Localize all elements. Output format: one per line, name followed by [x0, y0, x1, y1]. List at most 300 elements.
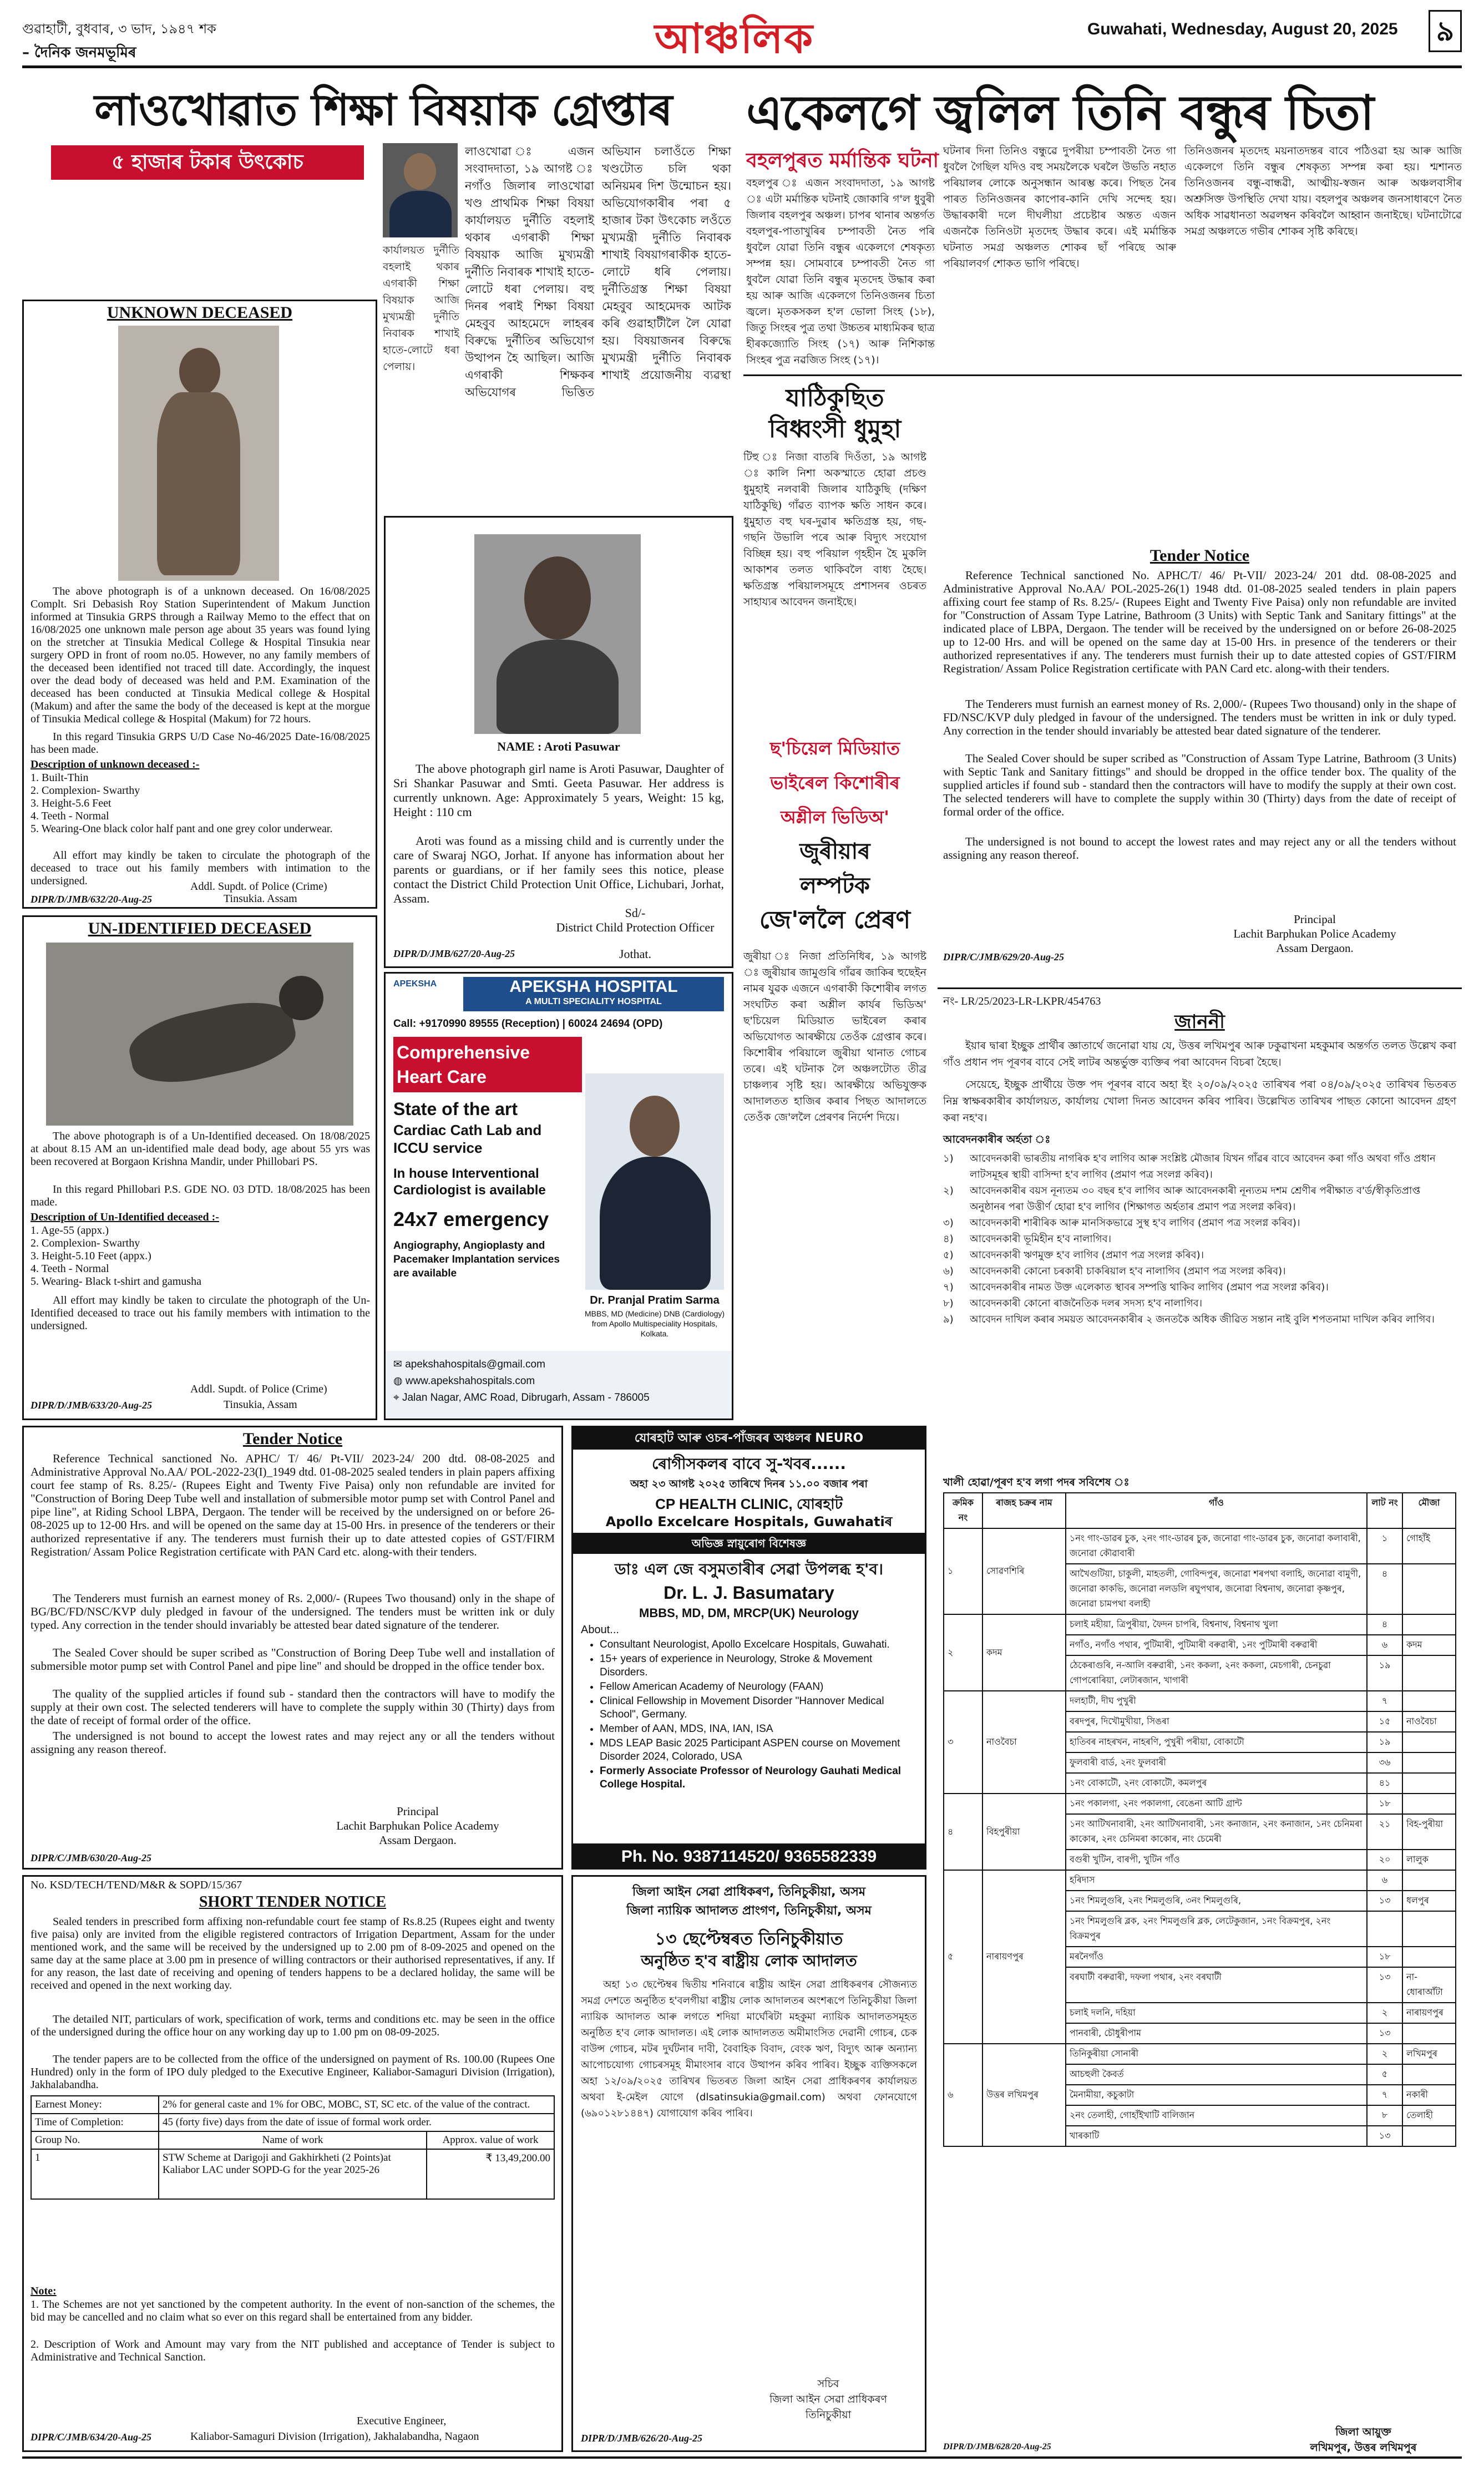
story4-body: জুৰীয়া ঃ নিজা প্ৰতিনিধিৰ, ১৯ আগষ্ট ঃ জুৰীয়াৰ জামুগুৰি গাঁৱৰ জাকিৰ হুছেইন নামৰ যুৱক এজনে এগৰাকী কিশোৰীৰ লগত সংঘটিত কৰা অশ্লীল কাৰ্যৰ ভিডিঅ' ছ'চিয়েল মিডিয়াত ভাইৰেল কৰাৰ অভিযোগত আৰক্ষীয়ে তেওঁক গ্ৰেপ্তাৰ কৰে। কিশোৰীৰ পৰিয়ালে জুৰীয়া থানাত গোচৰ তৰে। এই ঘটনাক লৈ অঞ্চলটোত তীব্ৰ চাঞ্চল্যৰ সৃষ্টি হয়। আৰক্ষীয়ে অভিযুক্তক আদালতত হাজিৰ কৰাৰ পিছত আদালতে তেওঁক জে'ললৈ প্ৰেৰণৰ নিৰ্দেশ দিয়ে। — [743, 950, 926, 1123]
notice-sign3: Jothat. — [619, 947, 652, 961]
ad-heading-2: State of the art — [393, 1099, 518, 1119]
cell-lat: ৪ — [1367, 1614, 1402, 1635]
cell-village: ১নং শিমলুগুৰি, ২নং শিমলুগুৰি, ৩নং শিমলুগুৰি, — [1066, 1891, 1367, 1911]
ad-heading-4: In house Interventional Cardiologist is available — [393, 1166, 546, 1198]
eligibility-text: আবেদনকাৰী কোনো চৰকাৰী চাকৰিয়াল হ'ব নালাগিব (প্ৰমাণ পত্ৰ সংলগ্ন কৰিব)। — [970, 1265, 1286, 1277]
ad-email — [393, 1356, 724, 1373]
divider — [938, 987, 1462, 989]
story1-body-left: কাৰ্যালয়ত দুৰ্নীতি বহলাই থকাৰ এগৰাকী শিক্ষা বিষয়াক আজি মুখ্যমন্ত্ৰী দুৰ্নীতি নিবাৰক শাখাই হাতে-লোটে ধৰা পেলায়। — [383, 244, 459, 373]
ad-neuro-line6: অভিজ্ঞ স্নায়ুৰোগ বিশেষজ্ঞ — [573, 1533, 925, 1554]
section-logo: আঞ্চলিক — [655, 15, 814, 63]
janani-eligibility-list — [943, 1151, 1456, 1328]
email-icon: ✉ — [393, 1359, 406, 1370]
eligibility-item — [943, 1279, 1456, 1295]
janani-eligibility-title: আবেদনকাৰীৰ অৰ্হতা ঃ — [943, 1133, 1051, 1146]
cell-mouza: নাৰায়ণপুৰ — [1402, 2003, 1456, 2023]
cell-village: মৰনৈগাঁও — [1066, 1947, 1367, 1967]
desc-item: 1. Built-Thin — [31, 772, 89, 784]
eligibility-item — [943, 1183, 1456, 1215]
tender-sign1: Principal — [397, 1805, 439, 1818]
ad-apeksha-hospital — [384, 972, 733, 1420]
cell-lat: ২ — [1367, 2003, 1402, 2023]
cell-mouza — [1402, 1732, 1456, 1752]
short-tender-table — [31, 2095, 555, 2200]
story1-body: লাওখোৱা ঃ এজন সংবাদদাতা, ১৯ আগষ্ট ঃ নগাঁও জিলাৰ লাওখোৱা খণ্ড প্ৰাথমিক শিক্ষা বিষয়া কাৰ্যালয়ত দুৰ্নীতি বহলাই থকাৰ এগৰাকী শিক্ষা বিষয়াক আজি মুখ্যমন্ত্ৰী দুৰ্নীতি নিবাৰক শাখাই হাতে-লোটে ধৰা পেলায়। বহু দিনৰ পৰাই শিক্ষা বিষয়া মেহবুব আহমেদে লাহৰৰ বিৰুদ্ধে দুৰ্নীতিৰ অভিযোগ উত্থাপন হৈ আছিল। আজি এগৰাকী শিক্ষকৰ অভিযোগৰ ভিত্তিত অভিযান চলাওঁতে শিক্ষা খণ্ডটোত চলি থকা অনিয়মৰ দিশ উন্মোচন হয়। অভিযোগকাৰীৰ পৰা ৫ হাজাৰ টকা উৎকোচ লওঁতে মুখ্যমন্ত্ৰী দুৰ্নীতি নিবাৰক শাখাই বিষয়াগৰাকীক হাতে-লোটে ধৰি পেলায়। দুৰ্নীতিগ্ৰস্ত শিক্ষা বিষয়া মেহবুব আহমেদক আটক কৰি গুৱাহাটীলৈ লৈ যোৱা হয়। বিষয়াজনৰ বিৰুদ্ধে মুখ্যমন্ত্ৰী দুৰ্নীতি নিবাৰক শাখাই প্ৰয়োজনীয় ব্যৱস্থা — [465, 145, 731, 399]
lok-sign2: জিলা আইন সেৱা প্ৰাধিকৰণ — [769, 2393, 887, 2405]
eligibility-no: ৫) — [943, 1249, 954, 1261]
story1-headline: লাওখোৱাত শিক্ষা বিষয়াক গ্ৰেপ্তাৰ — [94, 85, 672, 135]
story4-headline-5: লম্পটক — [800, 873, 870, 899]
cell-lat: ১৫ — [1367, 1711, 1402, 1732]
cell-mouza — [1402, 1870, 1456, 1891]
table-row — [31, 2114, 554, 2131]
table-row — [944, 1691, 1456, 1711]
cell-sl: ৩ — [944, 1691, 982, 1794]
notice-sign1: Addl. Supdt. of Police (Crime) — [190, 1383, 327, 1395]
dipr-code: DIPR/D/JMB/627/20-Aug-25 — [393, 948, 515, 959]
ad-hospital-name — [463, 977, 724, 1011]
cell-sl: ৬ — [944, 2044, 982, 2146]
cell-lat: ১ — [1367, 1528, 1402, 1564]
ad-email-text: apekshahospitals@gmail.com — [405, 1359, 545, 1370]
eligibility-text: আবেদনকাৰী কোনো ৰাজনৈতিক দলৰ সদস্য হ'ব নালাগিব। — [970, 1298, 1203, 1309]
doctor-name: Dr. Pranjal Pratim Sarma — [590, 1294, 720, 1306]
ad-address — [393, 1390, 724, 1406]
cell-lat: ২ — [1367, 2044, 1402, 2064]
tender-p1: Reference Technical sanctioned No. APHC/T/ 46/ Pt-VII/ 2023-24/ 201 dtd. 08-08-2025 and Administrative Approval No.AA/ POL-2025-26(1) 1948 dtd. 01-08-2025 sealed tenders in plain papers affixing court fee stamp of Rs. 8.25/- (Rupees Eight and Twenty Five Paisa) only non refundable are invited for "Construction of Assam Type Latrine, Bathroom (3 Units) with Septic Tank and Sanitary fittings" at the indicated place of LBPA, Dergaon. The tender will be received by the undersigned on or before 26-08-2025 up to 12-00 Hrs. and will be opened on the same day at 15-00 Hrs. in presence of the tenderers or their authorized representatives if any. The tenderers must furnish their up to date attested copies of GST/FIRM Registration/ Assam Police Registration certificate with PAN Card etc. along-with their tenders. — [943, 569, 1456, 675]
cell-lat: ২০ — [1367, 1850, 1402, 1870]
ad-web-text: www.apekshahospitals.com — [405, 1375, 535, 1387]
dipr-code: DIPR/D/JMB/626/20-Aug-25 — [581, 2433, 703, 2444]
table-header-row — [944, 1493, 1456, 1528]
footer-rule — [22, 2456, 1462, 2459]
em-label: Earnest Money: — [31, 2096, 159, 2114]
notice-desc-list — [31, 772, 370, 835]
tender-sign3: Assam Dergaon. — [379, 1833, 457, 1847]
ad-contact — [386, 1351, 732, 1420]
cell-village: ২নং তেলাহী, গোহাঁইখাটি বালিজান — [1066, 2105, 1367, 2126]
col-value: Approx. value of work — [427, 2131, 554, 2149]
cell-mouza: নাওবৈচা — [1402, 1711, 1456, 1732]
col-work: Name of work — [159, 2131, 427, 2149]
janani-ref: নং- LR/25/2023-LR-LKPR/454763 — [943, 995, 1101, 1007]
cell-village: খাৰকাটি — [1066, 2126, 1367, 2146]
desc-item: 5. Wearing- Black t-shirt and gamusha — [31, 1275, 201, 1288]
janani-p1: ইয়াৰ দ্বাৰা ইচ্ছুক প্ৰাৰ্থীৰ জ্ঞাতাৰ্থে জনোৱা যায় যে, উত্তৰ লখিমপুৰ আৰু ঢকুৱাখনা মহকুমাৰ অন্তৰ্গত তলত উল্লেখ কৰা গাঁও প্ৰধান পদ পূৰণৰ বাবে সেই লাটৰ অন্তৰ্ভুক্ত ব্যক্তিৰ পৰা আবেদন বিচৰা হৈছে। — [943, 1040, 1456, 1068]
notice-unknown-deceased — [22, 300, 377, 909]
tender-p2: The Tenderers must furnish an earnest money of Rs. 2,000/- (Rupees Two thousand) only in the shape of BG/BC/FD/NSC/KVP duly pledged in favour of the undersigned. The tenders must be written ink or duly typed. Any correction in the tender should invariably be attested bear dated signature of the tenderer. — [31, 1592, 555, 1632]
credential-item: • Fellow American Academy of Neurology (FAAN) — [600, 1680, 919, 1694]
cell-mouza: তেলাহী — [1402, 2105, 1456, 2126]
cell-value: ₹ 13,49,200.00 — [427, 2149, 554, 2199]
cell-mouza — [1402, 1794, 1456, 1814]
eligibility-text: আবেদনকাৰীৰ বয়স নূন্যতম ৩০ বছৰ হ'ব লাগিব আৰু আবেদনকাৰী নূন্যতম দশম শ্ৰেণীৰ পৰীক্ষাত ব'ৰ্ড/স্বীকৃতিপ্ৰাপ্ত অনুষ্ঠানৰ পৰা উত্তীৰ্ণ হোৱা হ'ব লাগিব (শিক্ষাগত অৰ্হতাৰ প্ৰমাণ পত্ৰ সংলগ্ন কৰিব)। — [970, 1185, 1421, 1213]
cell-village: ফুলবাৰী বাৰ্ড, ২নং ফুলবাৰী — [1066, 1752, 1367, 1773]
cell-lat: ১৯ — [1367, 1732, 1402, 1752]
deceased-photo — [46, 943, 353, 1126]
janani-table-title: খালী হোৱা/পূৰণ হ'ব লগা পদৰ সবিশেষ ঃ — [943, 1476, 1130, 1488]
cell-mouza — [1402, 1947, 1456, 1967]
ad-heading-5: 24x7 emergency — [393, 1208, 549, 1230]
cell-work: STW Scheme at Darigoji and Gakhirkheti (2 Points)at Kaliabor LAC under SOPD-G for the year 2025-26 — [159, 2149, 427, 2199]
notice-body-2: Aroti was found as a missing child and is currently under the care of Swaraj NGO, Jorhat. If anyone has information about her parents or guardians, or if her family sees this notice, please contact the District Child Protection Unit Office, Lichubari, Jorhat, Assam. — [393, 834, 724, 905]
col-circle: ৰাজহ চক্ৰৰ নাম — [982, 1493, 1066, 1528]
tc-value: 45 (forty five) days from the date of issue of formal work order. — [159, 2114, 554, 2131]
ad-heading-3: Cardiac Cath Lab and ICCU service — [393, 1122, 542, 1156]
short-tender-p1: Sealed tenders in prescribed form affixing non-refundable court fee stamp of Rs.8.25 (Rupees eight and twenty five paisa) only are invited from the eligible registered contractors of Irrigation Department, Assam for the under mentioned work, and the same will be received by the undersigned up to 2.00 pm of 8-09-2025 and opened on the same day at the same place at 3.00 pm in presence of willing contractors or their authorised representatives, if any. If for any reason, the last date of receiving and opening of tenders happens to be a declared holiday, the same will be received and opened in the next working day. — [31, 1916, 555, 1992]
dipr-code: DIPR/D/JMB/633/20-Aug-25 — [31, 1400, 153, 1411]
lok-h2: জিলা ন্যায়িক আদালত প্ৰাংগণ, তিনিচুকীয়া, অসম — [626, 1904, 872, 1918]
cell-sl: ১ — [944, 1528, 982, 1614]
notice-missing-child — [384, 516, 733, 968]
story4-headline-1: ছ'চিয়েল মিডিয়াত — [769, 738, 900, 759]
cell-lat: ৪১ — [1367, 1773, 1402, 1794]
ad-address-text: Jalan Nagar, AMC Road, Dibrugarh, Assam - 786005 — [402, 1392, 650, 1404]
eligibility-text: আবেদনকাৰী ঋণমুক্ত হ'ব লাগিব (প্ৰমাণ পত্ৰ সংলগ্ন কৰিব)। — [970, 1249, 1204, 1261]
story2-rule — [743, 374, 1462, 376]
eligibility-item — [943, 1151, 1456, 1183]
cell-village: পানবাৰী, চৌধুৰীপাম — [1066, 2023, 1367, 2044]
table-row — [944, 1528, 1456, 1564]
masthead-rule — [22, 65, 1462, 68]
credential-item: • Clinical Fellowship in Movement Disorder "Hannover Medical School", Germany. — [600, 1695, 919, 1721]
deceased-photo — [118, 326, 279, 581]
desc-item: 4. Teeth - Normal — [31, 1263, 109, 1275]
cell-village: বগুৰী খুটিন, বাৰপী, খুটিন গাঁও — [1066, 1850, 1367, 1870]
cell-lat: ৬ — [1367, 1870, 1402, 1891]
page-number: ৯ — [1429, 10, 1462, 52]
dipr-code: DIPR/C/JMB/630/20-Aug-25 — [31, 1852, 152, 1863]
notice-sign1: Sd/- — [625, 906, 646, 920]
cell-village: চলাই মহীয়া, ত্ৰিপুৰীয়া, ফৈদন চাপৰি, বিশ্বনাথ, বিশ্বনাথ খুলা — [1066, 1614, 1367, 1635]
credential-item: • 15+ years of experience in Neurology, Stroke & Movement Disorders. — [600, 1653, 919, 1679]
eligibility-item — [943, 1311, 1456, 1328]
table-header-row — [31, 2131, 554, 2149]
child-photo — [474, 534, 641, 734]
tender-notice-right — [938, 546, 1462, 985]
cell-lat: ১৮ — [1367, 1794, 1402, 1814]
tender-p5: The undersigned is not bound to accept the lowest rates and may reject any or all the tenders without assigning any reason thereof. — [31, 1729, 555, 1756]
cell-mouza — [1402, 2064, 1456, 2085]
eligibility-text: আবেদনকাৰী ভাৰতীয় নাগৰিক হ'ব লাগিব আৰু সংশ্লিষ্ট মৌজাৰ যিখন গাঁৱৰ বাবে আবেদন কৰা গাঁও অথবা গাঁও প্ৰধান লাটসমূহৰ স্থায়ী বাসিন্দা হ'ব লাগিব (প্ৰমাণ পত্ৰ সংলগ্ন কৰিব)। — [970, 1153, 1436, 1181]
notice-case: In this regard Phillobari P.S. GDE NO. 03 DTD. 18/08/2025 has been made. — [31, 1183, 370, 1208]
desc-item: 2. Complexion- Swarthy — [31, 784, 140, 797]
cell-circle: নাওবৈচা — [982, 1691, 1066, 1794]
notice-sign2: Tinsukia, Assam — [224, 1399, 297, 1411]
eligibility-item — [943, 1263, 1456, 1279]
notice-body: The above photograph girl name is Aroti Pasuwar, Daughter of Sri Shankar Pasuwar and Smti. Geeta Pasuwar. Her address is currently unknown. Age: Approximately 5 years, Weight: 15 kg, Height : 110 cm — [393, 762, 724, 819]
notice-sign2: District Child Protection Officer — [556, 920, 715, 934]
cell-mouza — [1402, 2126, 1456, 2146]
ad-neuro-clinic — [571, 1426, 926, 1870]
lok-h4: অনুষ্ঠিত হ'ব ৰাষ্ট্ৰীয় লোক আদালত — [641, 1952, 857, 1970]
doctor-credentials — [581, 1638, 919, 1792]
table-row — [31, 2096, 554, 2114]
story1-kicker: ৫ হাজাৰ টকাৰ উৎকোচ — [51, 145, 364, 180]
janani-notice — [938, 993, 1462, 2454]
credential-item: • Consultant Neurologist, Apollo Excelcare Hospitals, Guwahati. — [600, 1638, 919, 1652]
story2-col2: ঘটনাৰ দিনা তিনিও বন্ধুৱে দুপৰীয়া চম্পাবতী নৈত গা ধুবলৈ গৈছিল যদিও বহু সময়লৈকে ঘৰলৈ উভতি নহাত পৰিয়ালৰ লোকে অনুসন্ধান আৰম্ভ কৰে। পিছত নৈৰ পাৰত তিনিওজনৰ কাপোৰ-কানি দেখি সন্দেহ হয়। উদ্ধাৰকাৰী দলে দীঘলীয়া প্ৰচেষ্টাৰ অন্তত এজন এজনকৈ তিনিওটা মৃতদেহ উদ্ধাৰ কৰে। এই মৰ্মান্তিক ঘটনাত সমগ্ৰ অঞ্চলত শোকৰ ছাঁ পৰিছে আৰু পৰিয়ালবৰ্গ শোকত ভাগি পৰিছে। — [943, 145, 1176, 270]
doctor-degree: MBBS, MD, DM, MRCP(UK) Neurology — [639, 1606, 859, 1620]
lok-body: অহা ১৩ ছেপ্টেম্বৰ দ্বিতীয় শনিবাৰে ৰাষ্ট্ৰীয় আইন সেৱা প্ৰাধিকৰণৰ সৌজন্যত সমগ্ৰ দেশতে অনুষ্ঠিত হ'বলগীয়া ৰাষ্ট্ৰীয় লোক আদালতৰ অংশৰূপে তিনিচুকীয়া জিলা ন্যায়িক আদালত আৰু লগতে শদিয়া মাৰ্ঘেৰিটা মহকুমা ন্যায়িক আদালতসমূহত অনুষ্ঠিত হ'ব লোক আদালত। এই লোক আদালতত অমীমাংসিত দেৱানী গোচৰ, চেক বাউন্স গোচৰ, মটৰ দুৰ্ঘটনাৰ দাবী, বৈবাহিক বিবাদ, বেংক ঋণ, বিদ্যুৎ আৰু অন্যান্য আপোচযোগ্য গোচৰসমূহ মীমাংসাৰ বাবে উত্থাপন কৰিব পাৰিব। ইচ্ছুক ব্যক্তিসকলে অহা ১২/০৯/২০২৫ তাৰিখৰ ভিতৰত জিলা আইন সেৱা প্ৰাধিকৰণৰ কাৰ্যালয়ত অথবা ই-মেইল যোগে (dlsatinsukia@gmail.com) অথবা ফোনযোগে (৬৯০১২৮১৪৪৭) যোগাযোগ কৰিব পাৰিব। — [581, 1979, 917, 2119]
table-row — [31, 2149, 554, 2199]
cell-village: হাতিবৰ নাহৰখন, নাহৰণি, পুখুৰী পৰীয়া, বোকাটৌ — [1066, 1732, 1367, 1752]
tender-sign2: Lachit Barphukan Police Academy — [1233, 927, 1396, 940]
cell-circle: বিহপুৰীয়া — [982, 1794, 1066, 1870]
cell-lat: ১৯ — [1367, 1655, 1402, 1691]
story3-headline: যাঠিকুছিত বিধ্বংসী ধুমুহা — [768, 384, 901, 443]
cell-lat — [1367, 1911, 1402, 1947]
eligibility-item — [943, 1215, 1456, 1231]
notice-desc-title: Description of Un-Identified deceased :- — [31, 1211, 219, 1223]
notice-desc-list — [31, 1224, 370, 1288]
cell-mouza: লখিমপুৰ — [1402, 2044, 1456, 2064]
masthead-date-en: Guwahati, Wednesday, August 20, 2025 — [1087, 20, 1398, 38]
cell-village: ১নং গাং-ডাৱৰ চুক, ২নং গাং-ডাৱৰ চুক, জনোৱা গাং-ডাৱৰ চুক, জনোৱা কলাবাৰী, জনোৱা কৌৱাবাৰী — [1066, 1528, 1367, 1564]
janani-table — [943, 1492, 1456, 2147]
dipr-code: DIPR/C/JMB/634/20-Aug-25 — [31, 2431, 152, 2443]
credential-item: • Member of AAN, MDS, INA, IAN, ISA — [600, 1723, 919, 1736]
eligibility-no: ৩) — [943, 1217, 954, 1229]
cell-mouza: লালুক — [1402, 1850, 1456, 1870]
janani-table-wrap — [943, 1492, 1456, 2147]
credential-item: • MDS LEAP Basic 2025 Participant ASPEN course on Movement Disorder 2024, Colorado, USA — [600, 1737, 919, 1764]
tender-p2: The Tenderers must furnish an earnest money of Rs. 2,000/- (Rupees Two thousand) only in the shape of FD/NSC/KVP duly pledged in favour of the undersigned. The tenders must be written in ink or duly typed. Any correction in the tender should invariably be attested bear dated signature of the tenderer. — [943, 697, 1456, 737]
lok-h3: ১৩ ছেপ্টেম্বৰত তিনিচুকীয়াত — [655, 1929, 843, 1949]
cell-lat: ১৩ — [1367, 2126, 1402, 2146]
short-tender-sign2: Kaliabor-Samaguri Division (Irrigation), Jakhalabandha, Nagaon — [190, 2430, 479, 2443]
cell-village: দলহাটী, দীঘ পুখুৰী — [1066, 1691, 1367, 1711]
cell-mouza — [1402, 1564, 1456, 1614]
cell-mouza: বিহ-পুৰীয়া — [1402, 1814, 1456, 1850]
short-tender-ref: No. KSD/TECH/TEND/M&R & SOPD/15/367 — [31, 1879, 242, 1891]
notice-body: The above photograph is of a unknown deceased. On 16/08/2025 Complt. Sri Debasish Roy Station Superintendent of Makum Junction informed at Tinsukia GRPS through a Railway Memo to the effect that on 16/08/2025 one unknown male person age about 35 years was found lying on the stretcher at Tinsukia Medical College & Hospital Tinsukia near surgery OPD in front of room no.05. However, no any family members of the deceased been identified not traced till date. Accordingly, the inquest over the dead body of deceased was held and P.M. Examination of the deceased has been conducted at Tinsukia Medical college & Hospital (Makum) and after the same the body of the deceased is kept at the morgue of Tinsukia Medical college & Hospital (Makum) for 72 hours. — [31, 585, 370, 725]
notice-effort: All effort may kindly be taken to circulate the photograph of the deceased to trace out his family members with intimation to the undersigned. — [31, 849, 370, 887]
short-tender-table-wrap — [31, 2095, 555, 2200]
janani-sign — [1270, 2424, 1456, 2455]
eligibility-text: আবেদনকাৰী ভূমিহীন হ'ব নালাগিব। — [970, 1233, 1112, 1245]
story4-headline — [743, 731, 926, 938]
tender-p3: The Sealed Cover should be super scribed as "Construction of Boring Deep Tube well and installation of submersible motor pump set with Control Panel and pipe line" and should be dropped in the office tender box. — [31, 1646, 555, 1673]
globe-icon: ◍ — [393, 1375, 406, 1387]
cell-lat: ৩৬ — [1367, 1752, 1402, 1773]
table-row — [944, 1870, 1456, 1891]
ad-brand-small: APEKSHA — [393, 979, 437, 989]
ad-call: Call: +9170990 89555 (Reception) | 60024 24694 (OPD) — [393, 1018, 663, 1030]
cell-sl: ২ — [944, 1614, 982, 1691]
col-village: গাঁও — [1066, 1493, 1367, 1528]
ad-neuro-line2: ৰোগীসকলৰ বাবে সু-খবৰ...... — [651, 1455, 847, 1473]
lok-adalat-notice — [571, 1875, 926, 2452]
cell-circle: নাৰায়ণপুৰ — [982, 1870, 1066, 2044]
notice-sign1: Addl. Supdt. of Police (Crime) — [190, 880, 327, 893]
cell-lat: ৭ — [1367, 1691, 1402, 1711]
note-1: 1. The Schemes are not yet sanctioned by the competent authority. In the event of non-sanction of the schemes, the bid may be cancelled and no claim what so ever on this regard shall be entertained from any bidder. — [31, 2298, 555, 2323]
eligibility-text: আবেদনকাৰী শাৰীৰিক আৰু মানসিকভাৱে সুস্থ হ'ব লাগিব (প্ৰমাণ পত্ৰ সংলগ্ন কৰিব)। — [970, 1217, 1300, 1229]
table-row — [944, 2044, 1456, 2064]
cell-village: নগাঁও, নগাঁও পথাৰ, পুটিমাৰী, পুটিমাৰী বৰুৱাৰী, ১নং পুটিমাৰী বৰুৱাৰী — [1066, 1635, 1367, 1655]
cell-mouza: কদম — [1402, 1635, 1456, 1655]
masthead-paper-name: – দৈনিক জনমভূমিৰ — [22, 44, 136, 61]
col-lat: লাট নং — [1367, 1493, 1402, 1528]
child-name-caption: NAME : Aroti Pasuwar — [497, 739, 620, 753]
desc-item: 3. Height-5.10 Feet (appx.) — [31, 1250, 151, 1262]
cell-village: মৈনামীয়া, কচুকাটা — [1066, 2085, 1367, 2105]
story4-headline-6: জে'ললৈ প্ৰেৰণ — [759, 906, 911, 934]
cell-village: ১নং আটিখনাবাৰী, ২নং আটিখনাবাৰী, ১নং কনাজান, ২নং কনাজান, ১নং চেনিমৰা কাকোৰ, ২নং চেনিমৰা কাকোৰ, নাং চেমেৰী — [1066, 1814, 1367, 1850]
short-tender-title: SHORT TENDER NOTICE — [199, 1893, 387, 1911]
ad-neuro-line3: অহা ২৩ আগষ্ট ২০২৫ তাৰিখে দিনৰ ১১.০০ বজাৰ পৰা — [630, 1478, 868, 1490]
story2-headline: একেলগে জ্বলিল তিনি বন্ধুৰ চিতা — [746, 85, 1374, 141]
janani-sign1: জিলা আয়ুক্ত — [1335, 2426, 1391, 2438]
ad-heading-6: Angiography, Angioplasty and Pacemaker Implantation services are available — [393, 1240, 560, 1279]
cell-group: 1 — [31, 2149, 159, 2199]
tender-notice-left — [22, 1426, 563, 1870]
cell-village: আখৈগুটিয়া, চাকুলী, মাহতলী, গোবিন্দপুৰ, জনোৱা শৰপথা বলাহি, জনোৱা বামুণী, জনোৱা কাকভি, জনোৱা নলডলি ৰঘুপথাৰ, জনোৱা বিশ্বনাথ, জনোৱা কৃষ্ণপুৰ, জনোৱা চামপথা বলাহী — [1066, 1564, 1367, 1614]
cell-mouza: নকাৰী — [1402, 2085, 1456, 2105]
eligibility-item — [943, 1247, 1456, 1263]
lok-h1: জিলা আইন সেৱা প্ৰাধিকৰণ, তিনিচুকীয়া, অসম — [632, 1885, 866, 1899]
tender-sign3: Assam Dergaon. — [1276, 941, 1354, 955]
story1-photo — [383, 143, 458, 237]
short-tender-sign1: Executive Engineer, — [357, 2415, 447, 2427]
note-2: 2. Description of Work and Amount may vary from the NIT published and acceptance of Tender is subject to Administrative and Technical Sanction. — [31, 2338, 555, 2363]
cell-mouza — [1402, 2023, 1456, 2044]
story2-col1: বহলপুৰ ঃ এজন সংবাদদাতা, ১৯ আগষ্ট ঃ এটা মৰ্মান্তিক ঘটনাই জোকাৰি গ'ল ধুবুৰী জিলাৰ বহলপুৰ অঞ্চল। চাপৰ থানাৰ অন্তৰ্গত বহলপুৰ-পাতাখুৰিৰ চম্পাবতী নৈত পৰি ধুবলৈ যোৱা তিনি বন্ধুৰ একেলগে শেষকৃত্য সম্পন্ন হয়। সোমবাৰে চম্পাবতী নৈত গা ধুবলৈ যোৱা তিনি বন্ধুৰ মৃতদেহ উদ্ধাৰ কৰা হয় আৰু আজি একেলগে তিনিওজনৰ চিতা জ্বলে। মৃতকসকল হ'ল ভোলা সিংহ (১৮), জিতু সিংহৰ পুত্ৰ তথা উচ্চতৰ মাধ্যমিকৰ ছাত্ৰ হীৰকজ্যোতি সিংহ (১৭) আৰু নিশিকান্ত সিংহৰ পুত্ৰ নৱজিত সিংহ (১৭)। — [746, 177, 935, 366]
tender-p4: The undersigned is not bound to accept the lowest rates and may reject any or all the tenders without assigning any reason thereof. — [943, 835, 1456, 862]
doctor-photo — [585, 1073, 724, 1290]
note-title: Note: — [31, 2285, 57, 2297]
tender-sign2: Lachit Barphukan Police Academy — [336, 1819, 499, 1832]
table-row — [944, 1794, 1456, 1814]
cell-lat: ৪ — [1367, 1564, 1402, 1614]
tc-label: Time of Completion: — [31, 2114, 159, 2131]
cell-mouza — [1402, 1614, 1456, 1635]
janani-title: জাননী — [1174, 1011, 1225, 1033]
cell-lat: ১৩ — [1367, 1891, 1402, 1911]
cell-circle: কদম — [982, 1614, 1066, 1691]
notice-title: Tender Notice — [1149, 546, 1250, 565]
notice-body: The above photograph is of a Un-Identified deceased. On 18/08/2025 at about 8.15 AM an un-identified male dead body, age about 55 yrs was been recovered at Borgaon Krishna Mandir, under Phillobari PS. — [31, 1130, 370, 1168]
dipr-code: DIPR/D/JMB/632/20-Aug-25 — [31, 894, 153, 905]
notice-effort: All effort may kindly be taken to circulate the photograph of the Un-Identified deceased to trace out his family members with intimation to the undersigned. — [31, 1294, 370, 1332]
cell-village: তিনিকুৰীয়া সোনাৰী — [1066, 2044, 1367, 2064]
janani-sign2: লখিমপুৰ, উত্তৰ লখিমপুৰ — [1310, 2441, 1417, 2454]
eligibility-no: ১) — [943, 1153, 954, 1164]
cell-mouza — [1402, 1655, 1456, 1691]
short-tender-p2: The detailed NIT, particulars of work, specification of work, terms and conditions etc. may be seen in the office of the undersigned during the office hour on any working day up to 1.00 pm on 08-09-2025. — [31, 2013, 555, 2038]
eligibility-item — [943, 1295, 1456, 1311]
eligibility-text: আবেদন দাখিল কৰাৰ সময়ত আবেদনকাৰীৰ ২ জনতকৈ অধিক জীৱিত সন্তান নাই বুলি শপতনামা দাখিল কৰিব লাগিব। — [970, 1314, 1435, 1325]
short-tender-p3: The tender papers are to be collected from the office of the undersigned on payment of Rs. 100.00 (Rupees One Hundred) only in the form of IPO duly pledged to the Executive Engineer, Kaliabor-Samaguri Division (Irrigation), Jakhalabandha. — [31, 2053, 555, 2091]
doctor-qualification: MBBS, MD (Medicine) DNB (Cardiology) from Apollo Multispeciality Hospitals, Kolkata. — [584, 1309, 725, 1338]
desc-item: 4. Teeth - Normal — [31, 810, 109, 822]
tender-p3: The Sealed Cover should be super scribed as "Construction of Assam Type Latrine, Bathroom (3 Units) with Septic Tank and Sanitary fittings" and should be dropped in the office tender box. The quality of the supplied articles if found sub - standard then the contractors will have to modify the supply at their own cost. The selected tenderers will have to complete the supply within 30 (Thirty) days from the date of receipt of formal order of the office. — [943, 752, 1456, 818]
cell-village: ১নং বোকাটৌ, ২নং বোকাটৌ, কমলপুৰ — [1066, 1773, 1367, 1794]
tender-sign1: Principal — [1294, 913, 1336, 926]
dipr-code: DIPR/C/JMB/629/20-Aug-25 — [943, 951, 1065, 963]
cell-mouza — [1402, 1691, 1456, 1711]
table-row — [944, 1614, 1456, 1635]
col-group: Group No. — [31, 2131, 159, 2149]
cell-mouza — [1402, 1773, 1456, 1794]
ad-web — [393, 1373, 724, 1390]
col-sl: ক্ৰমিক নং — [944, 1493, 982, 1528]
cell-village: ১নং শিমলুগুৰি ব্লক, ২নং শিমলুগুৰি ব্লক, লেটেকুজান, ১নং বিক্ৰমপুৰ, ২নং বিক্ৰমপুৰ — [1066, 1911, 1367, 1947]
em-value: 2% for general caste and 1% for OBC, MOBC, ST, SC etc. of the value of the contract. — [159, 2096, 554, 2114]
ad-neuro-line1: যোৰহাট আৰু ওচৰ-পাঁজৰৰ অঞ্চলৰ NEURO — [573, 1427, 925, 1450]
cell-village: হৰিদাস — [1066, 1870, 1367, 1891]
cell-lat: ২১ — [1367, 1814, 1402, 1850]
story2-kicker: বহলপুৰত মৰ্মান্তিক ঘটনা — [746, 149, 939, 172]
tender-p4: The quality of the supplied articles if found sub - standard then the contractors will have to modify the supply at their own cost. The selected tenderers will have to complete the supply within 30 (Thirty) days from the date of receipt of formal order of the office. — [31, 1687, 555, 1727]
story2-col3: তিনিওজনৰ মৃতদেহ ময়নাতদন্তৰ বাবে পঠিওৱা হয় আৰু আজি একেলগে তিনি বন্ধুৰ শেষকৃত্য সম্পন্ন কৰা হয়। শ্মশানত তিনিওজনৰ বন্ধু-বান্ধৱী, আত্মীয়-স্বজন আৰু অঞ্চলবাসীৰ অশ্ৰুসিক্ত উপস্থিতি দেখা যায়। বহলপুৰ অঞ্চলৰ জনসাধাৰণে নৈত অধিক সাৱধানতা অৱলম্বন কৰিবলৈ আহ্বান জনাইছে। ঘটনাটোৱে সমগ্ৰ অঞ্চলতে গভীৰ শোকৰ সৃষ্টি কৰিছে। — [1184, 145, 1462, 237]
cell-circle: উত্তৰ লখিমপুৰ — [982, 2044, 1066, 2146]
doctor-name: Dr. L. J. Basumatary — [664, 1583, 834, 1603]
eligibility-no: ৮) — [943, 1298, 954, 1309]
eligibility-text: আবেদনকাৰীৰ নামত উক্ত এলেকাত স্থাবৰ সম্পত্তি থাকিব লাগিব (প্ৰমাণ পত্ৰ সংলগ্ন কৰিব)। — [970, 1281, 1329, 1293]
ad-neuro-line7: ডাঃ এল জে বসুমতাৰীৰ সেৱা উপলব্ধ হ'ব। — [614, 1560, 884, 1578]
cell-village: চলাই দলনি, দহিয়া — [1066, 2003, 1367, 2023]
story4-headline-2: ভাইৰেল কিশোৰীৰ — [770, 772, 900, 793]
about-label: About... — [581, 1624, 619, 1636]
cell-mouza — [1402, 1752, 1456, 1773]
janani-p2: সেয়েহে, ইচ্ছুক প্ৰাৰ্থীয়ে উক্ত পদ পূৰণৰ বাবে অহা ইং ২০/০৯/২০২৫ তাৰিখৰ পৰা ০৪/০৯/২০২৫ তাৰিখৰ ভিতৰত নিম্ন স্বাক্ষৰকাৰীৰ কাৰ্যালয়ত, কাৰ্যালয় খোলা দিনত আবেদন কৰিব পাৰিব। উল্লেখিত তাৰিখৰ পাছত কোনো আবেদন গ্ৰহণ কৰা নহ'ব। — [943, 1078, 1456, 1124]
notice-unidentified-deceased — [22, 915, 377, 1420]
story3-body: টিহু ঃ নিজা বাতৰি দিওঁতা, ১৯ আগষ্ট ঃ কালি নিশা অকস্মাতে হোৱা প্ৰচণ্ড ধুমুহাই নলবাৰী জিলাৰ যাঠিকুছি (দক্ষিণ যাঠিকুছি) গাঁৱত ব্যাপক ক্ষতি সাধন কৰে। ধুমুহাত বহু ঘৰ-দুৱাৰ ক্ষতিগ্ৰস্ত হয়, গছ-গছনি উভালি পৰে আৰু বিদ্যুৎ সংযোগ বিচ্ছিন্ন হয়। বহু পৰিয়াল গৃহহীন হৈ মুকলি আকাশৰ তলত থাকিবলৈ বাধ্য হৈছে। ক্ষতিগ্ৰস্ত পৰিয়ালসমূহে প্ৰশাসনৰ ওচৰত সাহায্যৰ আবেদন জনাইছে। — [743, 451, 926, 608]
cell-sl: ৫ — [944, 1870, 982, 2044]
notice-sign2: Tinsukia. Assam — [224, 893, 297, 905]
ad-neuro-line5: Apollo Excelcare Hospitals, Guwahatiৰ — [605, 1514, 893, 1529]
eligibility-no: ২) — [943, 1185, 954, 1197]
cell-lat: ৭ — [1367, 2085, 1402, 2105]
cell-village: ঠেকেৰাগুৰি, ন-আলি বৰুৱাৰী, ১নং ককলা, ২নং ককলা, মেচগাৰী, চেনচুৱা গোপৰোৰিয়া, লেটাৰজান, খাগাৰী — [1066, 1655, 1367, 1691]
cell-circle: সোৱণশিৰি — [982, 1528, 1066, 1614]
notice-title: UN-IDENTIFIED DECEASED — [88, 919, 312, 938]
desc-item: 5. Wearing-One black color half pant and one grey color underwear. — [31, 823, 333, 835]
cell-village: বৰঘাটী বৰুৱাৰী, দফলা পথাৰ, ২নং বৰঘাটী — [1066, 1967, 1367, 2003]
cell-village: আচহুলী কৈবৰ্ত — [1066, 2064, 1367, 2085]
notice-title: Tender Notice — [242, 1430, 343, 1448]
cell-mouza: ধলপুৰ — [1402, 1891, 1456, 1911]
cell-village: বৰদপুৰ, দিখৌমুখীয়া, সিঙৰা — [1066, 1711, 1367, 1732]
cell-mouza: না-ধোৰাআঁটা — [1402, 1967, 1456, 2003]
notice-case: In this regard Tinsukia GRPS U/D Case No-46/2025 Date-16/08/2025 has been made. — [31, 731, 370, 756]
notice-desc-title: Description of unknown deceased :- — [31, 758, 200, 771]
desc-item: 1. Age-55 (appx.) — [31, 1224, 109, 1237]
desc-item: 2. Complexion- Swarthy — [31, 1237, 140, 1249]
ad-name: APEKSHA HOSPITAL — [509, 977, 678, 996]
desc-item: 3. Height-5.6 Feet — [31, 797, 112, 809]
ad-phone: Ph. No. 9387114520/ 9365582339 — [573, 1843, 925, 1870]
ad-heading-1: Comprehensive Heart Care — [393, 1037, 582, 1092]
cell-lat: ৬ — [1367, 1635, 1402, 1655]
ad-neuro-line4: CP HEALTH CLINIC, যোৰহাট — [655, 1496, 843, 1512]
eligibility-no: ৪) — [943, 1233, 954, 1245]
credential-item: • Formerly Associate Professor of Neurology Gauhati Medical College Hospital. — [600, 1765, 919, 1791]
lok-sign1: সচিব — [817, 2378, 839, 2390]
cell-sl: ৪ — [944, 1794, 982, 1870]
cell-lat: ১৩ — [1367, 1967, 1402, 2003]
lok-sign3: তিনিচুকীয়া — [805, 2409, 852, 2421]
lok-sign — [740, 2376, 917, 2423]
cell-lat: ১৮ — [1367, 1947, 1402, 1967]
cell-lat: ১৩ — [1367, 2023, 1402, 2044]
masthead — [22, 11, 1462, 67]
cell-village: ১নং পকালগা, ২নং পকালগা, বেঙেনা আটি গ্ৰান্ট — [1066, 1794, 1367, 1814]
cell-mouza: গোহাঁই — [1402, 1528, 1456, 1564]
cell-lat: ৮ — [1367, 2105, 1402, 2126]
